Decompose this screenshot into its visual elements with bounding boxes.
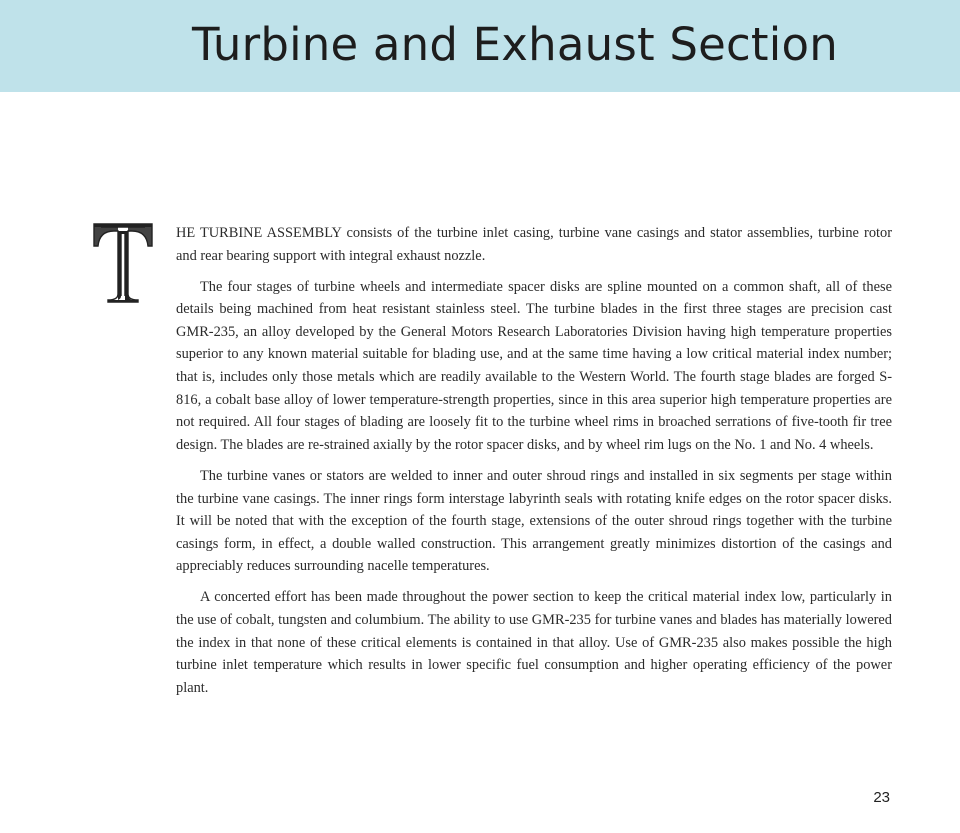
paragraph-2: The four stages of turbine wheels and intermediate spacer disks are spline mounted on a common shaft, all of these details being machined from heat resistant stainless steel. The turbine blades in the first three stages are precision cast GMR-235, an alloy developed by the General Motors Research Laboratories Division having high temperature properties superior to any known material suitable for blading use, and at the same time having a low critical material index number; that is, includes only those metals which are readily available to the Western World. The fourth stage blades are forged S-816, a cobalt base alloy of lower temperature-strength properties, since in this area superior high temperature properties are not required. All four stages of blading are loosely fit to the turbine wheel rims in broached serrations of five-tooth fir tree design. The blades are re-strained axially by the rotor spacer disks, and by wheel rim lugs on the No. 1 and No. 4 wheels. bbox=[176, 278, 892, 453]
paragraph-3: The turbine vanes or stators are welded to inner and outer shroud rings and installed in six segments per stage within the turbine vane casings. The inner rings form interstage labyrinth seals with rotating knife edges on the rotor spacer disks. It will be noted that with the exception of the fourth stage, extensions of the outer shroud rings together with the turbine casings form, in effect, a double walled construction. This arrangement greatly minimizes distortion of the casings and appreciably reduces surrounding nacelle temperatures. bbox=[176, 467, 892, 575]
page-title: Turbine and Exhaust Section bbox=[192, 18, 838, 71]
drop-cap-t-icon bbox=[92, 222, 154, 304]
paragraph-4: A concerted effort has been made throughout the power section to keep the critical material index low, particularly in the use of cobalt, tungsten and columbium. The ability to use GMR-235 for turbine vanes and blades has materially lowered the index in that none of these critical elements is contained in that alloy. Use of GMR-235 also makes possible the high turbine inlet temperature which results in lower specific fuel consumption and higher operating efficiency of the power plant. bbox=[176, 589, 892, 696]
page-number: 23 bbox=[873, 789, 890, 806]
drop-cap-letter bbox=[92, 222, 154, 304]
paragraph-1: HE TURBINE ASSEMBLY consists of the turbine inlet casing, turbine vane casings and stator assemblies, turbine rotor and rear bearing support with integral exhaust nozzle. bbox=[176, 225, 892, 264]
body-text bbox=[176, 222, 892, 708]
